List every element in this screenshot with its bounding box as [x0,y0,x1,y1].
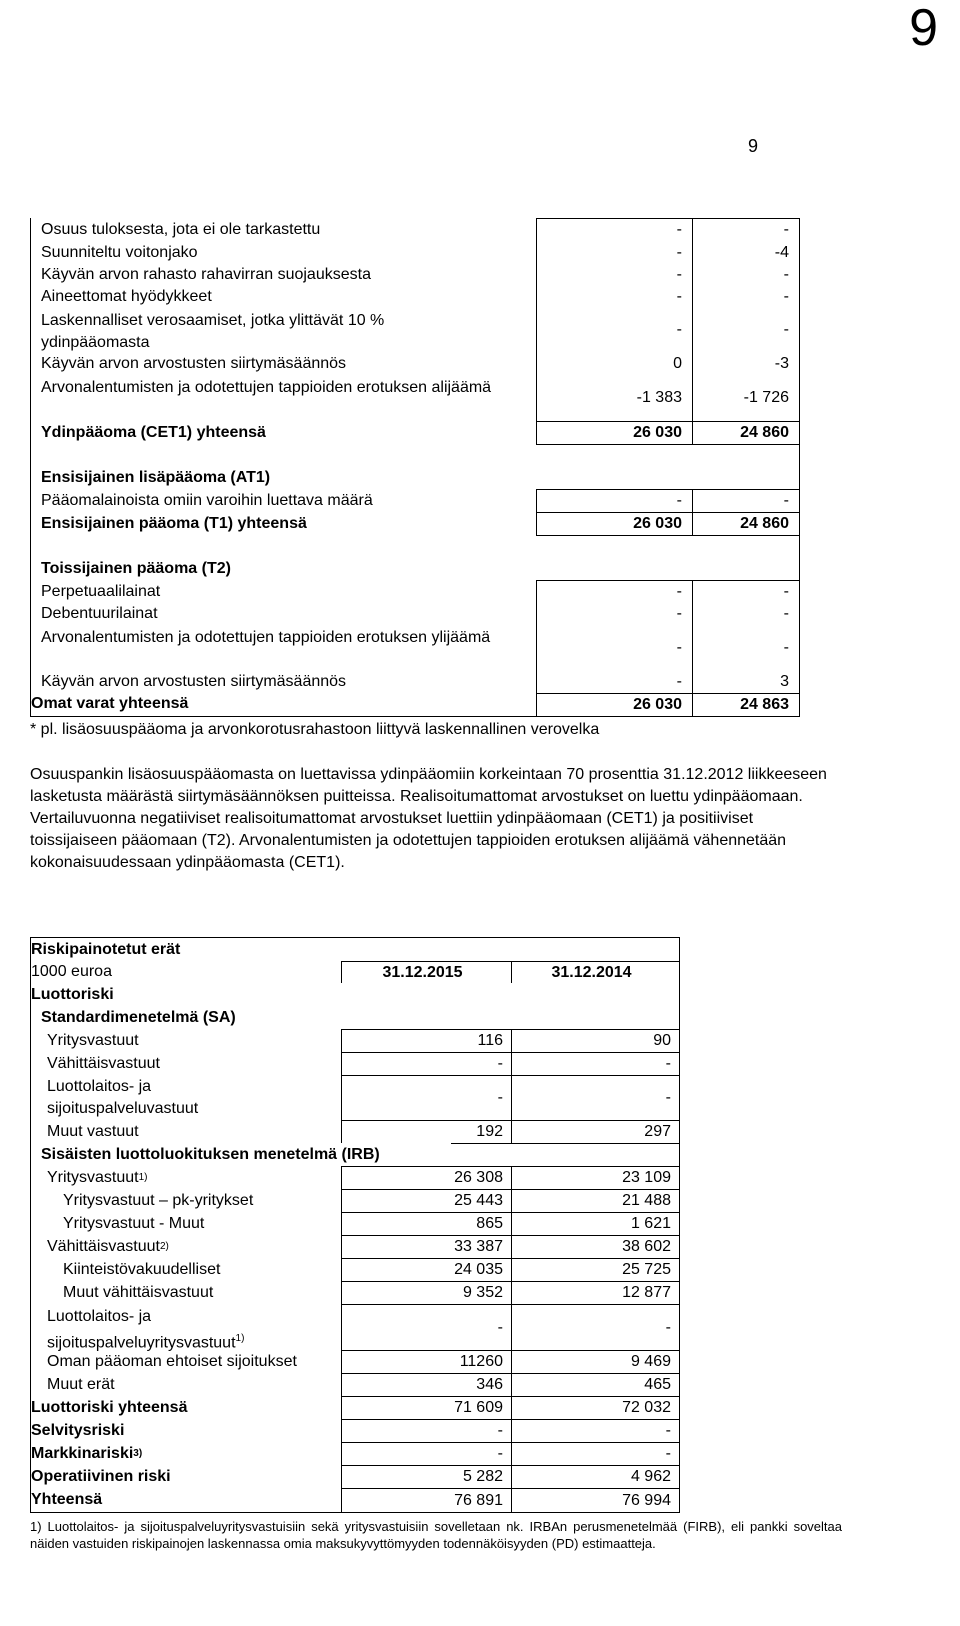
table-row [31,286,799,308]
row-value-2014: 21 488 [622,1192,671,1209]
row-label: Arvonalentumisten ja odotettujen tappioiden erotuksen ylijäämä [41,629,491,646]
row-label: Perpetuaalilainat [41,583,161,600]
table-row [31,693,799,716]
row-label: Ydinpääoma (CET1) yhteensä [41,424,266,441]
row-value-2014: 297 [644,1123,671,1140]
table-row [31,1488,679,1512]
row-label: Vähittäisvastuut [47,1237,160,1255]
row-label: Arvonalentumisten ja odotettujen tappioiden erotuksen alijäämä [41,379,492,396]
row-value-2014: - [783,288,789,305]
table-row [31,983,679,1006]
table-row [31,352,799,375]
table-row [31,1373,679,1396]
row-value-2015: 76 891 [454,1491,503,1509]
row-value-2014: 12 877 [622,1284,671,1301]
row-value-2014: - [665,1055,671,1072]
table-row [31,1304,679,1350]
row-label: Luottoriski yhteensä [31,1398,188,1416]
row-value-2014: -4 [774,243,789,261]
table-row [31,1419,679,1442]
table-row [31,1029,679,1052]
section-heading: Luottoriski [31,985,114,1003]
row-label: Operatiivinen riski [31,1467,171,1485]
table-row [31,558,799,580]
table-row [31,1465,679,1488]
row-value-2014: 1 621 [630,1215,671,1232]
table-title-row [31,938,679,961]
row-label: Kiinteistövakuudelliset [63,1260,221,1278]
row-label: Osuus tuloksesta, jota ei ole tarkastettu [41,221,321,238]
row-label: Muut vastuut [47,1122,139,1140]
row-label: Yritysvastuut [47,1168,139,1186]
row-value-2014: 24 860 [740,515,789,532]
table-row [31,1006,679,1029]
row-value-2014: - [783,221,789,238]
row-value-2015: 192 [476,1123,503,1140]
row-value-2015: - [676,639,682,656]
row-value-2014: 23 109 [622,1169,671,1186]
column-header-2014: 31.12.2014 [551,963,632,981]
row-value-2014: - [783,639,789,656]
row-value-2014: -1 726 [743,389,789,406]
row-label: Muut vähittäisvastuut [63,1283,214,1301]
unit-label: 1000 euroa [31,963,112,980]
row-value-2015: - [497,1445,503,1462]
row-value-2015: - [676,492,682,509]
row-value-2014: 3 [780,673,789,690]
section-heading: Toissijainen pääoma (T2) [41,560,231,577]
table-row [31,1442,679,1465]
row-value-2015: - [676,221,682,238]
table-row [31,512,799,536]
row-label: Luottolaitos- ja sijoituspalveluyritysvastuut [47,1308,236,1352]
row-value-2014: - [783,321,789,338]
row-value-2014: 24 860 [740,424,789,441]
row-value-2014: - [665,1422,671,1439]
row-value-2014: - [783,583,789,600]
footnote-star: * pl. lisäosuuspääoma ja arvonkorotusrahastoon liittyvä laskennallinen verovelka [30,721,600,738]
row-value-2015: 71 609 [454,1399,503,1416]
row-value-2015: 116 [477,1032,503,1049]
section-heading: Standardimenetelmä (SA) [41,1008,236,1026]
row-value-2015: 11260 [459,1353,503,1370]
row-value-2015: - [676,243,682,261]
row-label: Yritysvastuut [47,1031,139,1049]
row-value-2015: -1 383 [636,389,682,406]
row-value-2015: - [497,1422,503,1439]
table-row [31,1281,679,1304]
row-value-2014: - [783,266,789,283]
table-row [31,241,799,264]
explanation-paragraph: Osuuspankin lisäosuuspääomasta on luettavissa ydinpääomiin korkeintaan 70 prosenttia 31.12.2012 liikkeeseen lasketusta määrästä siirtymäsäännöksen puitteissa. Realisoitumattomat arvostukset on luettu ydinpääomaan. Vertailuvuonna negatiiviset realisoitumattomat arvostukset luettiin ydinpääomaan (CET1) ja positiiviset toissijaiseen pääomaan (T2). Arvonalentumisten ja odotettujen tappioiden erotuksen alijäämä vähennetään kokonaisuudessaan ydinpääomasta (CET1). [30,766,827,871]
row-value-2014: - [665,1318,671,1336]
row-value-2014: - [665,1445,671,1462]
row-label: Luottolaitos- ja sijoituspalveluvastuut [47,1077,199,1117]
table-row [31,536,799,558]
row-label: Omat varat yhteensä [31,695,189,712]
row-value-2015: 0 [673,354,682,372]
row-label: Oman pääoman ehtoiset sijoitukset [47,1352,297,1370]
table-title: Riskipainotetut erät [31,940,181,958]
table-row [31,489,799,512]
row-value-2015: - [497,1055,503,1072]
table-row [31,1235,679,1258]
row-value-2014: 72 032 [622,1399,671,1416]
table-row [31,1258,679,1281]
row-value-2015: 26 030 [633,515,682,532]
table-row [31,671,799,693]
row-value-2014: 25 725 [622,1261,671,1278]
table-row [31,1120,679,1143]
row-value-2015: - [676,583,682,600]
capital-table [30,218,800,717]
row-value-2015: 26 030 [633,424,682,441]
row-label: Debentuurilainat [41,605,158,622]
row-value-2015: - [676,288,682,305]
row-value-2015: 26 030 [633,696,682,713]
row-value-2015: 9 352 [462,1284,503,1301]
row-label: Käyvän arvon rahasto rahavirran suojauksesta [41,266,371,283]
row-value-2015: - [676,321,682,338]
footnote-marker: 1) [138,1172,148,1183]
table-row [31,1052,679,1075]
row-value-2015: 24 035 [454,1261,503,1278]
table-row [31,625,799,671]
row-label: Ensisijainen pääoma (T1) yhteensä [41,515,307,532]
table-row [31,1166,679,1189]
table-row [31,580,799,603]
row-label: Selvitysriski [31,1421,125,1439]
row-label: Käyvän arvon arvostusten siirtymäsäännös [41,673,347,690]
column-header-2015: 31.12.2015 [382,963,463,981]
footnote-1: 1) Luottolaitos- ja sijoituspalveluyritysvastuisiin sekä yritysvastuisiin sovelletaan nk. IRBAn perusmenetelmää (FIRB), eli pankki soveltaa näiden vastuiden riskipainojen laskennassa omia maksukyvyttömyyden todennäköisyyden (PD) estimaatteja. [30,1519,842,1551]
row-label: Muut erät [47,1375,115,1393]
table-row [31,421,799,445]
row-label: Aineettomat hyödykkeet [41,288,212,305]
row-label: Laskennalliset verosaamiset, jotka ylittävät 10 % ydinpääomasta [41,312,385,351]
table-row [31,1075,679,1120]
row-value-2014: 38 602 [622,1238,671,1255]
table-row [31,445,799,467]
section-heading: Ensisijainen lisäpääoma (AT1) [41,469,271,486]
table-row [31,467,799,489]
page-number-large: 9 [909,0,938,57]
table-row [31,1189,679,1212]
row-value-2015: 865 [476,1215,503,1232]
footnote-marker: 2) [159,1241,169,1252]
row-value-2015: 346 [476,1376,503,1393]
table-row [31,1143,679,1166]
row-value-2015: - [497,1089,503,1106]
footnote-marker: 1) [235,1333,245,1344]
footnote-marker: 3) [133,1448,143,1459]
row-label: Yritysvastuut - Muut [63,1214,205,1232]
row-label: Vähittäisvastuut [47,1054,160,1072]
row-value-2015: - [676,266,682,283]
table-header-row [31,961,679,983]
row-value-2015: 26 308 [454,1169,503,1186]
row-label: Yhteensä [31,1491,103,1508]
risk-weighted-table [30,937,680,1513]
table-row [31,308,799,352]
row-value-2014: -3 [774,354,789,372]
row-label: Pääomalainoista omiin varoihin luettava määrä [41,492,373,509]
row-value-2015: 33 387 [454,1238,503,1255]
table-row [31,264,799,286]
row-value-2014: 76 994 [622,1491,671,1509]
table-row [31,1212,679,1235]
row-value-2014: - [665,1089,671,1106]
row-value-2015: 5 282 [462,1468,503,1485]
row-value-2014: 24 863 [740,696,789,713]
row-value-2014: - [783,605,789,622]
row-value-2014: - [783,492,789,509]
row-value-2015: - [676,673,682,690]
page-number: 9 [748,136,759,156]
section-heading: Sisäisten luottoluokituksen menetelmä (IRB) [41,1145,380,1163]
row-label: Markkinariski [31,1444,134,1462]
table-row [31,1396,679,1419]
table-row [31,603,799,625]
row-label: Käyvän arvon arvostusten siirtymäsäännös [41,355,347,372]
row-value-2015: - [497,1318,503,1336]
row-value-2014: 9 469 [630,1353,671,1370]
row-label: Suunniteltu voitonjako [41,244,198,261]
row-value-2015: 25 443 [454,1192,503,1209]
row-value-2015: - [676,605,682,622]
table-row [31,375,799,421]
row-value-2014: 4 962 [630,1468,671,1485]
table-row [31,1350,679,1373]
table-row [31,218,799,241]
row-value-2014: 465 [644,1376,671,1393]
row-label: Yritysvastuut – pk-yritykset [63,1191,254,1209]
row-value-2014: 90 [653,1032,671,1049]
